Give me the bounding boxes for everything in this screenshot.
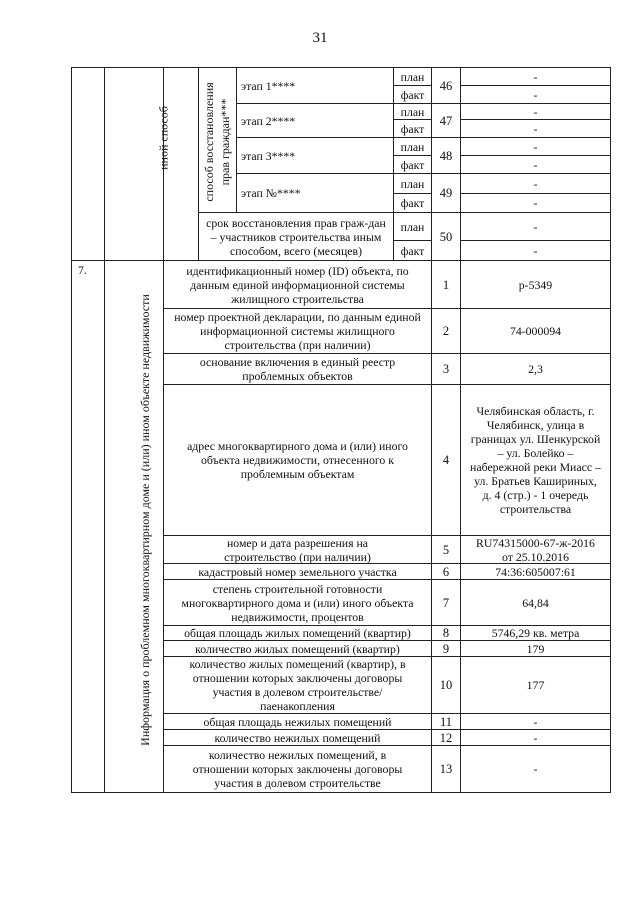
row-value: 5746,29 кв. метра [491,626,580,640]
fact-label: факт [400,87,425,102]
row-value: р-5349 [518,277,553,292]
plan-label: план [400,69,425,84]
plan-value: - [533,104,538,119]
row-number: 48 [439,148,453,163]
fact-label: факт [400,243,425,258]
fact-value: - [533,196,538,210]
row-label: номер и дата разрешения на строительство (при наличии) [224,535,371,564]
group-label: иной способ [156,106,170,170]
row-label: количество нежилых помещений, в отношении которых заключены договоры участия в долевом строительстве [192,748,403,790]
row-value: 177 [526,678,545,692]
row-value: 2,3 [528,362,543,376]
section-title: Информация о проблемном многоквартирном доме и (или) ином объекте недвижимости [137,294,152,746]
section-number: 7. [78,263,87,277]
row-number: 10 [439,678,453,692]
plan-label: план [400,104,425,119]
row-label: идентификационный номер (ID) объекта, по данным единой информационной системы жилищного строительства [186,263,409,306]
row-number: 4 [442,453,450,467]
row-number: 11 [439,714,453,729]
row-number: 12 [439,730,453,745]
row-label: количество жилых помещений (квартир), в отношении которых заключены договоры участия в долевом строительстве/паенакопления [189,657,406,713]
row-number: 49 [439,186,453,200]
row-number: 2 [442,324,450,338]
row-label: номер проектной декларации, по данным единой информационной системы жилищного строительства (при наличии) [174,310,421,352]
plan-value: - [533,69,538,84]
fact-value: - [533,157,538,172]
row-value: RU74315000-67-ж-2016 от 25.10.2016 [476,535,595,564]
stage-label: этап №**** [241,186,301,200]
row-label: общая площадь нежилых помещений [203,714,392,729]
row-value: 74-000094 [509,324,562,338]
row-number: 6 [442,564,450,579]
row-number: 47 [439,113,453,128]
plan-value: - [533,219,538,234]
page-number: 31 [312,30,328,46]
row-number: 5 [442,542,450,557]
row-value: 74:36:605007:61 [495,564,576,579]
fact-label: факт [400,157,425,172]
row-number: 50 [439,229,453,244]
row-value: - [533,762,538,776]
row-number: 3 [442,362,450,376]
fact-label: факт [400,121,425,136]
plan-label: план [400,219,425,234]
row-label: основание включения в единый реестр проблемных объектов [199,355,396,383]
term-label: срок восстановления прав граж-дан – участников строительства иным способом, всего (месяцев) [206,215,386,258]
row-label: количество жилых помещений (квартир) [195,641,400,656]
fact-value: - [533,121,538,136]
fact-value: - [533,87,538,102]
stage-label: этап 2**** [241,113,296,128]
fact-label: факт [400,196,425,210]
row-label: степень строительной готовности многоквартирного дома и (или) иного объекта недвижимости, процентов [181,581,414,624]
plan-label: план [400,176,425,191]
row-value: - [533,714,538,729]
fact-value: - [533,243,538,258]
subgroup-label: способ восстановления прав граждан*** [202,82,232,202]
stage-label: этап 1**** [241,78,296,93]
row-label: количество нежилых помещений [214,730,381,745]
row-number: 9 [442,641,450,656]
row-value: - [533,730,538,745]
row-label: адрес многоквартирного дома и (или) иного объекта недвижимости, отнесенного к проблемным объектам [187,439,408,481]
plan-label: план [400,139,425,154]
row-number: 13 [439,762,453,776]
row-number: 46 [439,78,453,93]
row-label: общая площадь жилых помещений (квартир) [184,626,411,640]
stage-label: этап 3**** [241,148,296,163]
row-number: 1 [442,277,450,292]
row-value: 64,84 [522,595,549,610]
row-number: 7 [442,595,450,610]
row-value: Челябинская область, г. Челябинск, улица в границах ул. Шенкурской – ул. Болейко – набережной реки Миасс – ул. Братьев Кашириных, д. 4 (стр.) - 1 очередь строительства [470,404,601,516]
plan-value: - [533,176,538,191]
plan-value: - [533,139,538,154]
row-label: кадастровый номер земельного участка [198,564,397,579]
row-number: 8 [442,626,450,640]
row-value: 179 [526,641,545,656]
